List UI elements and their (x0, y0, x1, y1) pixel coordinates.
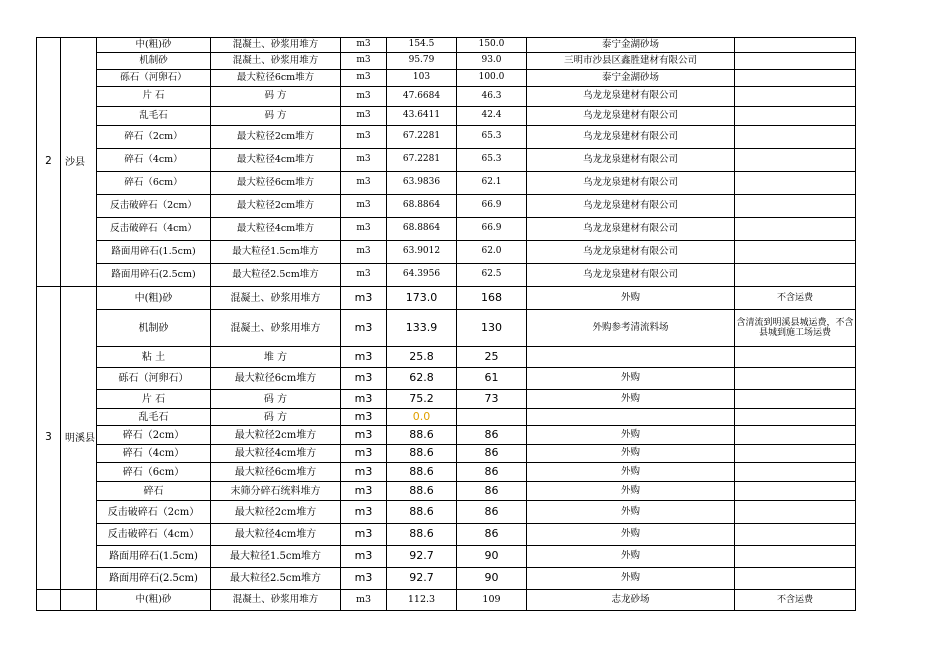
cell-tax: 100.0 (457, 70, 527, 87)
cell-price: 47.6684 (387, 87, 457, 107)
cell-spec: 最大粒径6cm堆方 (211, 70, 341, 87)
cell-source: 外购 (527, 368, 735, 390)
table-row (37, 53, 856, 70)
cell-unit: m3 (341, 310, 387, 347)
cell-note (735, 195, 856, 218)
cell-source: 乌龙龙泉建材有限公司 (527, 264, 735, 287)
cell-unit: m3 (341, 107, 387, 126)
cell-unit: m3 (341, 426, 387, 445)
cell-spec: 码 方 (211, 87, 341, 107)
cell-spec: 最大粒径4cm堆方 (211, 218, 341, 241)
cell-source: 外购 (527, 568, 735, 590)
cell-tax: 62.1 (457, 172, 527, 195)
cell-source: 外购 (527, 524, 735, 546)
cell-unit: m3 (341, 218, 387, 241)
cell-name: 路面用碎石(2.5cm) (97, 264, 211, 287)
cell-name: 机制砂 (97, 310, 211, 347)
cell-source: 外购 (527, 482, 735, 501)
cell-unit: m3 (341, 38, 387, 53)
cell-note (735, 38, 856, 53)
cell-note (735, 53, 856, 70)
cell-name: 路面用碎石(1.5cm) (97, 546, 211, 568)
cell-price: 88.6 (387, 524, 457, 546)
cell-price: 88.6 (387, 501, 457, 524)
table-row (37, 87, 856, 107)
table-row (37, 390, 856, 409)
cell-note (735, 347, 856, 368)
cell-tax: 168 (457, 287, 527, 310)
cell-name: 路面用碎石(2.5cm) (97, 568, 211, 590)
cell-spec: 最大粒径6cm堆方 (211, 368, 341, 390)
price-table (36, 37, 856, 611)
cell-source: 外购 (527, 390, 735, 409)
cell-tax (457, 409, 527, 426)
cell-spec: 最大粒径2cm堆方 (211, 126, 341, 149)
cell-price: 43.6411 (387, 107, 457, 126)
cell-tax: 93.0 (457, 53, 527, 70)
cell-tax: 46.3 (457, 87, 527, 107)
cell-price: 63.9836 (387, 172, 457, 195)
cell-price: 88.6 (387, 463, 457, 482)
cell-price: 95.79 (387, 53, 457, 70)
cell-tax: 90 (457, 546, 527, 568)
cell-tax: 86 (457, 426, 527, 445)
table-row (37, 264, 856, 287)
cell-source: 外购 (527, 463, 735, 482)
cell-price: 68.8864 (387, 195, 457, 218)
section-index (37, 590, 61, 611)
cell-name: 乱毛石 (97, 409, 211, 426)
cell-note (735, 172, 856, 195)
cell-source: 志龙砂场 (527, 590, 735, 611)
table-row (37, 241, 856, 264)
cell-note (735, 368, 856, 390)
cell-source: 外购 (527, 426, 735, 445)
cell-price: 67.2281 (387, 149, 457, 172)
cell-unit: m3 (341, 409, 387, 426)
cell-note (735, 87, 856, 107)
table-row (37, 172, 856, 195)
cell-unit: m3 (341, 241, 387, 264)
cell-source: 乌龙龙泉建材有限公司 (527, 218, 735, 241)
cell-tax: 86 (457, 445, 527, 463)
cell-tax: 42.4 (457, 107, 527, 126)
cell-spec: 混凝土、砂浆用堆方 (211, 53, 341, 70)
cell-unit: m3 (341, 347, 387, 368)
cell-name: 中(粗)砂 (97, 590, 211, 611)
cell-unit: m3 (341, 463, 387, 482)
table-row (37, 195, 856, 218)
cell-name: 反击破碎石（2cm） (97, 501, 211, 524)
cell-tax: 86 (457, 501, 527, 524)
cell-unit: m3 (341, 149, 387, 172)
cell-price: 68.8864 (387, 218, 457, 241)
cell-spec: 最大粒径2cm堆方 (211, 195, 341, 218)
cell-spec: 最大粒径6cm堆方 (211, 172, 341, 195)
cell-tax: 109 (457, 590, 527, 611)
cell-price: 0.0 (387, 409, 457, 426)
cell-price: 67.2281 (387, 126, 457, 149)
cell-spec: 最大粒径6cm堆方 (211, 463, 341, 482)
cell-name: 中(粗)砂 (97, 38, 211, 53)
cell-source (527, 347, 735, 368)
cell-tax: 86 (457, 524, 527, 546)
cell-name: 中(粗)砂 (97, 287, 211, 310)
table-row (37, 310, 856, 347)
cell-source (527, 409, 735, 426)
cell-tax: 62.5 (457, 264, 527, 287)
cell-unit: m3 (341, 53, 387, 70)
table-row (37, 347, 856, 368)
table-row (37, 287, 856, 310)
cell-note (735, 149, 856, 172)
cell-tax: 65.3 (457, 149, 527, 172)
cell-tax: 90 (457, 568, 527, 590)
cell-source: 外购 (527, 546, 735, 568)
cell-unit: m3 (341, 172, 387, 195)
cell-name: 机制砂 (97, 53, 211, 70)
cell-spec: 堆 方 (211, 347, 341, 368)
cell-spec: 码 方 (211, 107, 341, 126)
cell-unit: m3 (341, 524, 387, 546)
cell-note: 含清流到明溪县城运费，不含县城到施工场运费 (735, 310, 856, 347)
cell-source: 乌龙龙泉建材有限公司 (527, 107, 735, 126)
cell-price: 173.0 (387, 287, 457, 310)
table-row (37, 38, 856, 53)
cell-name: 碎石（6cm） (97, 463, 211, 482)
cell-unit: m3 (341, 546, 387, 568)
cell-source: 乌龙龙泉建材有限公司 (527, 87, 735, 107)
cell-price: 25.8 (387, 347, 457, 368)
county-name: 明溪县 (61, 287, 97, 590)
cell-spec: 混凝土、砂浆用堆方 (211, 287, 341, 310)
section-index: 2 (37, 38, 61, 287)
cell-unit: m3 (341, 70, 387, 87)
cell-name: 乱毛石 (97, 107, 211, 126)
cell-spec: 最大粒径4cm堆方 (211, 445, 341, 463)
cell-spec: 最大粒径2.5cm堆方 (211, 568, 341, 590)
cell-source: 三明市沙县区鑫胜建材有限公司 (527, 53, 735, 70)
cell-note (735, 390, 856, 409)
cell-spec: 混凝土、砂浆用堆方 (211, 310, 341, 347)
cell-spec: 最大粒径4cm堆方 (211, 524, 341, 546)
cell-note (735, 524, 856, 546)
cell-tax: 73 (457, 390, 527, 409)
cell-note (735, 107, 856, 126)
cell-spec: 最大粒径4cm堆方 (211, 149, 341, 172)
cell-price: 103 (387, 70, 457, 87)
cell-spec: 最大粒径1.5cm堆方 (211, 241, 341, 264)
table-row (37, 218, 856, 241)
cell-unit: m3 (341, 390, 387, 409)
cell-name: 砾石（河卵石） (97, 70, 211, 87)
cell-note: 不含运费 (735, 287, 856, 310)
cell-tax: 86 (457, 482, 527, 501)
cell-spec: 末筛分碎石统料堆方 (211, 482, 341, 501)
cell-unit: m3 (341, 87, 387, 107)
cell-price: 64.3956 (387, 264, 457, 287)
county-name (61, 590, 97, 611)
cell-name: 反击破碎石（2cm） (97, 195, 211, 218)
cell-tax: 25 (457, 347, 527, 368)
cell-source: 泰宁金湖砂场 (527, 38, 735, 53)
cell-note (735, 241, 856, 264)
cell-price: 88.6 (387, 426, 457, 445)
cell-note (735, 501, 856, 524)
cell-name: 碎石（2cm） (97, 126, 211, 149)
cell-note (735, 568, 856, 590)
cell-note: 不含运费 (735, 590, 856, 611)
cell-price: 88.6 (387, 445, 457, 463)
cell-price: 112.3 (387, 590, 457, 611)
table-row (37, 568, 856, 590)
cell-price: 92.7 (387, 546, 457, 568)
cell-name: 碎石（2cm） (97, 426, 211, 445)
cell-source: 乌龙龙泉建材有限公司 (527, 172, 735, 195)
cell-source: 乌龙龙泉建材有限公司 (527, 149, 735, 172)
table-row (37, 426, 856, 445)
cell-spec: 码 方 (211, 409, 341, 426)
cell-source: 乌龙龙泉建材有限公司 (527, 126, 735, 149)
cell-spec: 码 方 (211, 390, 341, 409)
cell-source: 外购 (527, 287, 735, 310)
cell-unit: m3 (341, 195, 387, 218)
cell-price: 75.2 (387, 390, 457, 409)
table-row (37, 501, 856, 524)
cell-source: 乌龙龙泉建材有限公司 (527, 241, 735, 264)
cell-note (735, 546, 856, 568)
table-row (37, 445, 856, 463)
cell-note (735, 70, 856, 87)
cell-tax: 150.0 (457, 38, 527, 53)
cell-name: 砾石（河卵石） (97, 368, 211, 390)
cell-source: 外购 (527, 501, 735, 524)
cell-name: 路面用碎石(1.5cm) (97, 241, 211, 264)
cell-unit: m3 (341, 590, 387, 611)
cell-source: 泰宁金湖砂场 (527, 70, 735, 87)
cell-name: 片 石 (97, 87, 211, 107)
cell-spec: 混凝土、砂浆用堆方 (211, 590, 341, 611)
cell-price: 62.8 (387, 368, 457, 390)
cell-spec: 最大粒径2cm堆方 (211, 501, 341, 524)
table-row (37, 482, 856, 501)
cell-name: 碎石（4cm） (97, 149, 211, 172)
county-name: 沙县 (61, 38, 97, 287)
cell-unit: m3 (341, 264, 387, 287)
cell-note (735, 126, 856, 149)
table-row (37, 368, 856, 390)
cell-tax: 66.9 (457, 195, 527, 218)
table-row (37, 126, 856, 149)
cell-source: 乌龙龙泉建材有限公司 (527, 195, 735, 218)
table-row (37, 409, 856, 426)
cell-spec: 最大粒径2cm堆方 (211, 426, 341, 445)
table-row (37, 463, 856, 482)
cell-name: 片 石 (97, 390, 211, 409)
cell-spec: 最大粒径2.5cm堆方 (211, 264, 341, 287)
cell-note (735, 264, 856, 287)
cell-note (735, 482, 856, 501)
table-row (37, 590, 856, 611)
table-row (37, 546, 856, 568)
cell-note (735, 426, 856, 445)
cell-price: 154.5 (387, 38, 457, 53)
cell-price: 133.9 (387, 310, 457, 347)
cell-spec: 最大粒径1.5cm堆方 (211, 546, 341, 568)
table-row (37, 70, 856, 87)
cell-tax: 130 (457, 310, 527, 347)
cell-note (735, 218, 856, 241)
section-index: 3 (37, 287, 61, 590)
cell-source: 外购参考清流料场 (527, 310, 735, 347)
cell-spec: 混凝土、砂浆用堆方 (211, 38, 341, 53)
cell-tax: 65.3 (457, 126, 527, 149)
cell-tax: 61 (457, 368, 527, 390)
cell-unit: m3 (341, 368, 387, 390)
table-row (37, 149, 856, 172)
cell-unit: m3 (341, 287, 387, 310)
cell-tax: 66.9 (457, 218, 527, 241)
cell-price: 88.6 (387, 482, 457, 501)
cell-tax: 62.0 (457, 241, 527, 264)
cell-name: 粘 土 (97, 347, 211, 368)
cell-note (735, 409, 856, 426)
cell-note (735, 445, 856, 463)
cell-unit: m3 (341, 501, 387, 524)
cell-tax: 86 (457, 463, 527, 482)
cell-unit: m3 (341, 568, 387, 590)
table-row (37, 107, 856, 126)
cell-unit: m3 (341, 482, 387, 501)
cell-name: 反击破碎石（4cm） (97, 524, 211, 546)
cell-name: 碎石（6cm） (97, 172, 211, 195)
cell-name: 反击破碎石（4cm） (97, 218, 211, 241)
table-row (37, 524, 856, 546)
cell-unit: m3 (341, 126, 387, 149)
cell-price: 63.9012 (387, 241, 457, 264)
cell-note (735, 463, 856, 482)
cell-price: 92.7 (387, 568, 457, 590)
cell-name: 碎石（4cm） (97, 445, 211, 463)
cell-name: 碎石 (97, 482, 211, 501)
cell-unit: m3 (341, 445, 387, 463)
cell-source: 外购 (527, 445, 735, 463)
